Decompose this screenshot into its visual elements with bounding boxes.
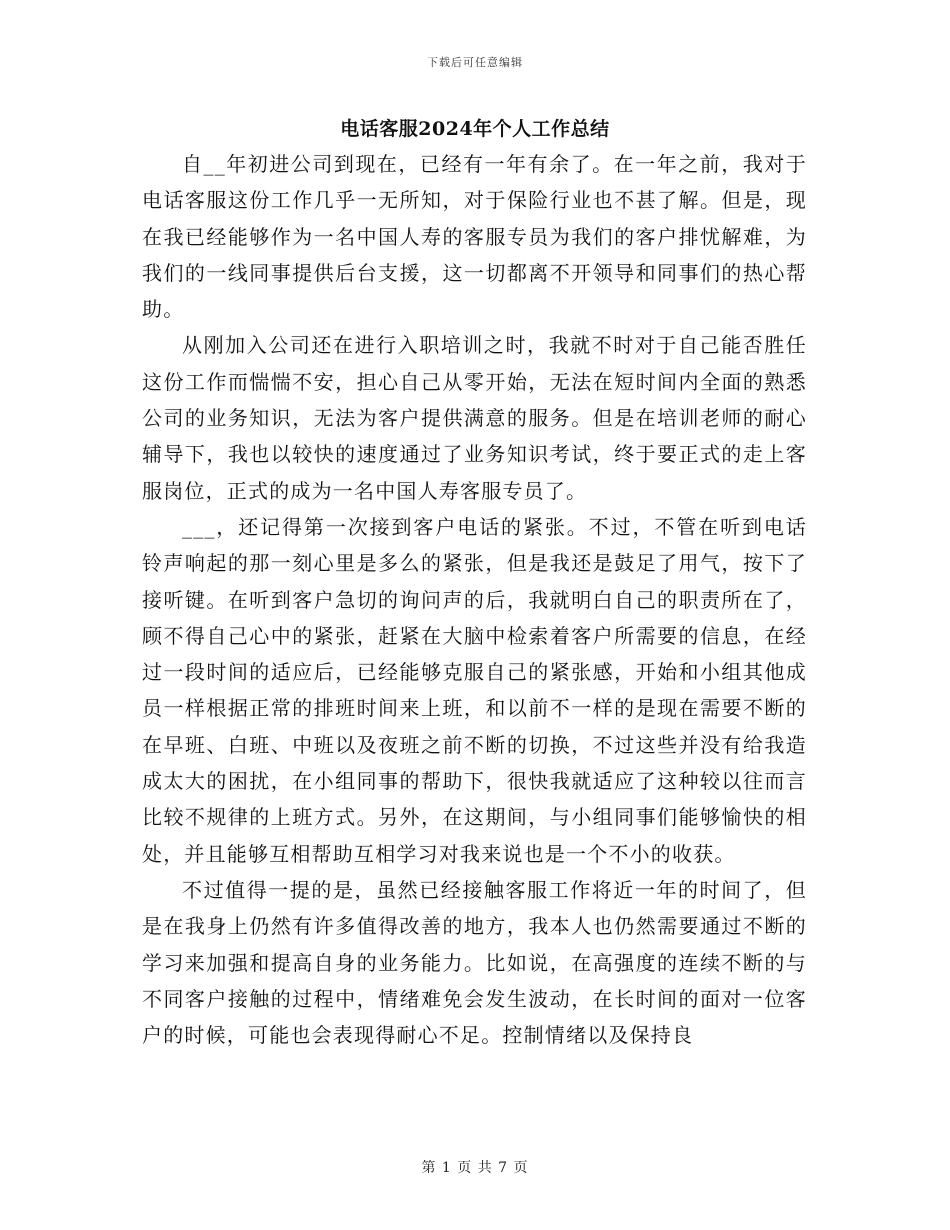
page-number-footer: 第 1 页 共 7 页	[421, 1160, 529, 1176]
paragraph-2: 从刚加入公司还在进行入职培训之时，我就不时对于自己能否胜任这份工作而惴惴不安，担心自己从零开始，无法在短时间内全面的熟悉公司的业务知识，无法为客户提供满意的服务。但是在培训老师的耐心辅导下，我也以较快的速度通过了业务知识考试，终于要正式的走上客服岗位，正式的成为一名中国人寿客服专员了。	[142, 333, 807, 503]
document-body	[142, 146, 807, 1053]
document-title: 电话客服2024年个人工作总结	[340, 118, 610, 140]
header-note: 下载后可任意编辑	[427, 56, 523, 69]
paragraph-3: ___，还记得第一次接到客户电话的紧张。不过，不管在听到电话铃声响起的那一刻心里是多么的紧张，但是我还是鼓足了用气，按下了接听键。在听到客户急切的询问声的后，我就明白自己的职责所在了，顾不得自己心中的紧张，赶紧在大脑中检索着客户所需要的信息，在经过一段时间的适应后，已经能够克服自己的紧张感，开始和小组其他成员一样根据正常的排班时间来上班，和以前不一样的是现在需要不断的在早班、白班、中班以及夜班之前不断的切换，不过这些并没有给我造成太大的困扰，在小组同事的帮助下，很快我就适应了这种较以往而言比较不规律的上班方式。另外，在这期间，与小组同事们能够愉快的相处，并且能够互相帮助互相学习对我来说也是一个不小的收获。	[142, 514, 807, 866]
paragraph-1: 自__年初进公司到现在，已经有一年有余了。在一年之前，我对于电话客服这份工作几乎一无所知，对于保险行业也不甚了解。但是，现在我已经能够作为一名中国人寿的客服专员为我们的客户排忧解难，为我们的一线同事提供后台支援，这一切都离不开领导和同事们的热心帮助。	[142, 152, 807, 322]
paragraph-4: 不过值得一提的是，虽然已经接触客服工作将近一年的时间了，但是在我身上仍然有许多值得改善的地方，我本人也仍然需要通过不断的学习来加强和提高自身的业务能力。比如说，在高强度的连续不断的与不同客户接触的过程中，情绪难免会发生波动，在长时间的面对一位客户的时候，可能也会表现得耐心不足。控制情绪以及保持良	[142, 877, 807, 1048]
